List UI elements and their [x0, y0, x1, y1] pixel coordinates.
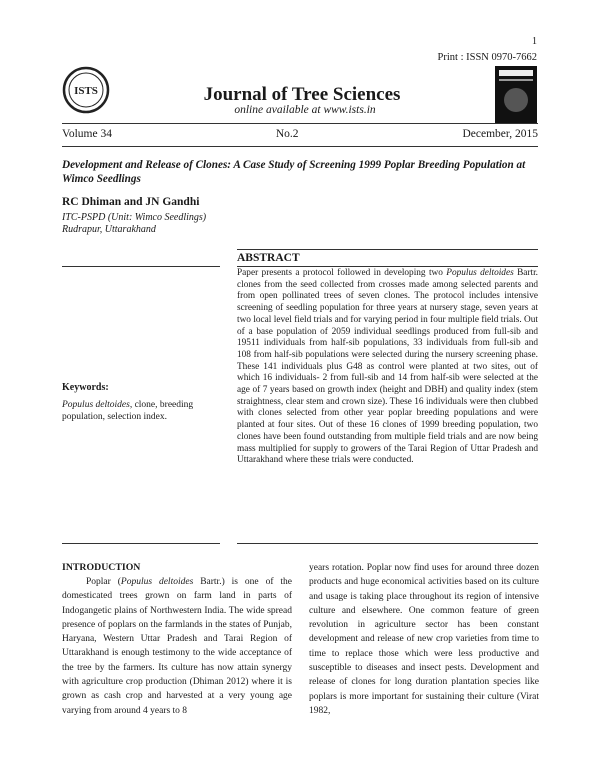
abstract-bottom-rule — [237, 543, 538, 544]
journal-url: online available at www.ists.in — [234, 104, 376, 116]
abstract-text-part: Paper presents a protocol followed in developing two — [237, 268, 447, 278]
abstract-top-rule — [237, 249, 538, 250]
species-name: Populus deltoides — [120, 577, 194, 587]
abstract-text-part: Bartr. clones from the seed collected from crosses made among selected parents and from open pollinated trees of seven clones. The protocol includes intensive screening of seedling population for three years at nursery stage, seven years at two local level field trials and for varying period in four multiple field trials. Out of a base population of 2059 individual seedlings produced from full-sib and 19511 individuals from half-sib populations, 33 individuals from full-sib and 108 from half-sib populations were selected during the nursery screening phase. These 141 individuals plus G48 as control were planted at two sites, out of which 16 individuals- 2 from full-sib and 14 from half-sib were selected at the age of 7 years based on growth index (height and DBH) and quality index (stem straightness, clear stem and crown size). These 16 individuals were then clubbed with clones selected from other year poplar breeding populations and were planted at four sites. Out of these 16 clones of 1999 breeding population, two clones have been found outstanding from multiple field trials and are now being mass multiplied for supply to growers of the Tarai Region of Uttar Pradesh and Uttarakhand where these trials were conducted. — [237, 268, 538, 466]
abstract-heading: ABSTRACT — [237, 252, 300, 264]
keywords-bottom-rule — [62, 543, 220, 544]
issue-bar — [62, 128, 538, 140]
introduction-column-right — [309, 561, 539, 718]
paragraph: years rotation. Poplar now find uses for around three dozen products and huge economical activities based on its culture and usage is taking place throughout its region of intensive culture and elsewhere. One common feature of green revolution in agriculture sector has been constant development and release of new crop varieties from time to time to replace those which were less productive and susceptible to diseases and insect pests. Development and release of clones for long duration plantation species like poplars is more important for sustaining their culture (Virat 1982, — [309, 563, 539, 716]
paper-authors: RC Dhiman and JN Gandhi — [62, 196, 200, 208]
keywords-heading: Keywords: — [62, 382, 109, 393]
affiliation-line: Rudrapur, Uttarakhand — [62, 224, 156, 235]
affiliation — [62, 212, 206, 236]
keywords-list: , clone, breeding population, selection index. — [62, 400, 194, 423]
journal-title: Journal of Tree Sciences — [203, 84, 401, 105]
affiliation-line: ITC-PSPD (Unit: Wimco Seedlings) — [62, 212, 207, 223]
page-number: 1 — [532, 36, 537, 47]
text-part: Bartr.) is one of the domesticated trees grown on farm land in parts of Indogangetic plains of Northwestern India. The wide spread presence of poplars on the farmlands in the states of Punjab, Haryana, Western Uttar Pradesh and Tarai Region of Uttarakhand is enough testimony to the wide acceptance of the tree by the farmers. Its culture has now attain synergy with agriculture crop production (Dhiman 2012) where it is grown as cash crop and harvested at a very young age varying from around 4 years to 8 — [62, 577, 293, 716]
abstract-head-rule — [237, 266, 538, 267]
volume-label: Volume 34 — [62, 128, 112, 140]
abstract-text — [237, 268, 538, 467]
text-part: Poplar ( — [86, 577, 121, 587]
issue-date: December, 2015 — [462, 128, 538, 140]
header-divider-top — [62, 123, 538, 124]
keywords-top-rule — [62, 266, 220, 267]
introduction-column-left — [62, 575, 292, 718]
header-divider-bottom — [62, 146, 538, 147]
species-name: Populus deltoides — [62, 400, 130, 410]
logo-text: ISTS — [74, 85, 98, 97]
keywords-text — [62, 399, 220, 423]
issn-label: Print : ISSN 0970-7662 — [437, 52, 537, 63]
introduction-heading: INTRODUCTION — [62, 562, 141, 573]
issue-number: No.2 — [275, 128, 299, 140]
paper-title: Development and Release of Clones: A Case Study of Screening 1999 Poplar Breeding Population at Wimco Seedlings — [62, 159, 526, 185]
paragraph — [62, 575, 292, 718]
species-name: Populus deltoides — [446, 268, 514, 278]
